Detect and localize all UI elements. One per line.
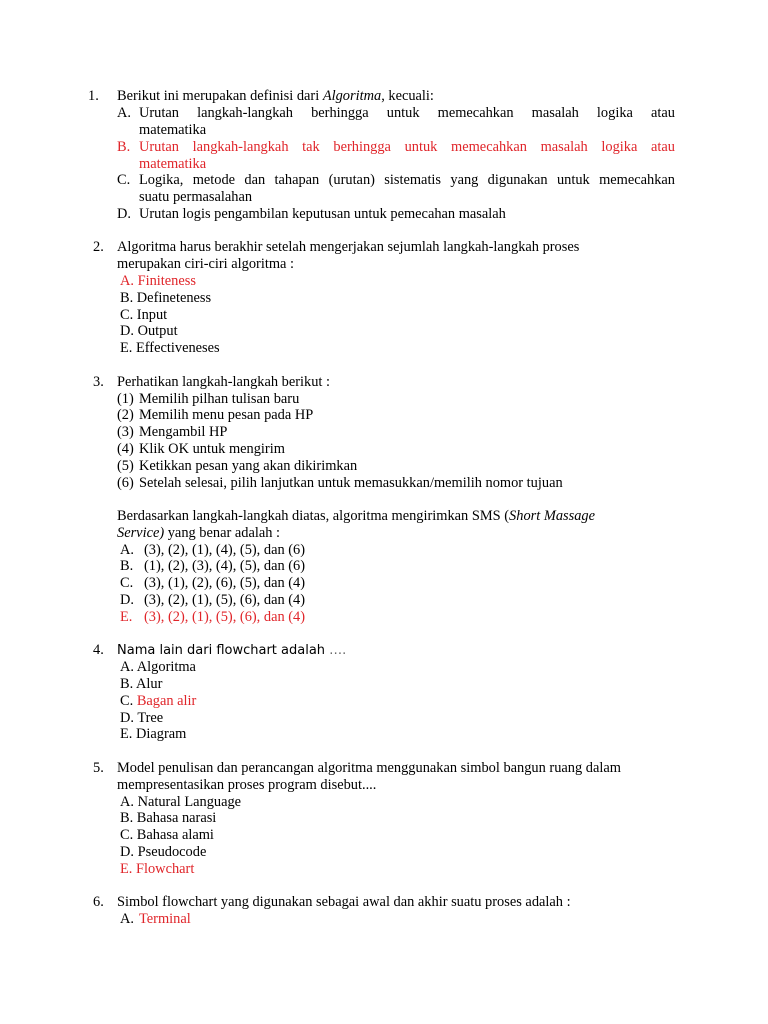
q2-option-a: A. Finiteness (120, 273, 196, 289)
q1-number: 1. (88, 88, 99, 104)
q3-step-2-num: (2) (117, 407, 134, 423)
q2-option-e: E. Effectiveneses (120, 340, 220, 356)
q6-number: 6. (93, 894, 104, 910)
q4-option-c: C. Bagan alir (120, 693, 197, 709)
q1-option-c-text: Logika, metode dan tahapan (urutan) sistematis yang digunakan untuk memecahkan (139, 172, 675, 188)
q2-number: 2. (93, 239, 104, 255)
q1-option-a-letter: A. (117, 105, 131, 121)
q5-number: 5. (93, 760, 104, 776)
q4-number: 4. (93, 642, 104, 658)
q3-option-b-letter: B. (120, 558, 134, 574)
q1-option-b-text: Urutan langkah-langkah tak berhingga untuk memecahkan masalah logika atau (139, 139, 675, 155)
q3-step-3-num: (3) (117, 424, 134, 440)
q3-option-e-letter: E. (120, 609, 133, 625)
q3-option-b-text: (1), (2), (3), (4), (5), dan (6) (144, 558, 306, 574)
q3-option-d-text: (3), (2), (1), (5), (6), dan (4) (144, 592, 306, 608)
q2-option-d: D. Output (120, 323, 178, 339)
q3-step-6-num: (6) (117, 475, 134, 491)
q5-option-c: C. Bahasa alami (120, 827, 214, 843)
q3-option-d-letter: D. (120, 592, 134, 608)
q4-option-a: A. Algoritma (120, 659, 196, 675)
q3-question: Berdasarkan langkah-langkah diatas, algoritma mengirimkan SMS (Short Massage (117, 508, 595, 524)
q4-option-b: B. Alur (120, 676, 163, 692)
q2-text: Algoritma harus berakhir setelah mengerjakan sejumlah langkah-langkah proses (117, 239, 580, 255)
q1-option-d-text: Urutan logis pengambilan keputusan untuk pemecahan masalah (139, 206, 506, 222)
q4-text: Nama lain dari flowchart adalah …. (117, 643, 347, 658)
q5-text: Model penulisan dan perancangan algoritma menggunakan simbol bangun ruang dalam (117, 760, 621, 776)
q3-step-4-text: Klik OK untuk mengirim (139, 441, 285, 457)
q1-option-b-letter: B. (117, 139, 131, 155)
q4-option-e: E. Diagram (120, 726, 187, 742)
q1-option-a-text-cont: matematika (139, 122, 207, 138)
q3-step-3-text: Mengambil HP (139, 424, 228, 440)
q3-step-5-num: (5) (117, 458, 134, 474)
q6-option-a-text: Terminal (139, 911, 191, 927)
q4-option-c-answer: Bagan alir (136, 693, 197, 709)
q6-option-a-letter: A. (120, 911, 134, 927)
q3-step-5-text: Ketikkan pesan yang akan dikirimkan (139, 458, 358, 474)
q6-text: Simbol flowchart yang digunakan sebagai awal dan akhir suatu proses adalah : (117, 894, 571, 910)
q2-text-cont: merupakan ciri-ciri algoritma : (117, 256, 295, 272)
q4-option-d: D. Tree (120, 710, 164, 726)
q4-dots: …. (329, 643, 347, 658)
q3-intro: Perhatikan langkah-langkah berikut : (117, 374, 330, 390)
q5-text-cont: mempresentasikan proses program disebut.... (117, 777, 377, 793)
q1-option-c-text-cont: suatu permasalahan (139, 189, 253, 205)
q1-option-a-text: Urutan langkah-langkah berhingga untuk memecahkan masalah logika atau (139, 105, 675, 121)
q3-step-2-text: Memilih menu pesan pada HP (139, 407, 314, 423)
q5-option-e: E. Flowchart (120, 861, 195, 877)
q5-option-b: B. Bahasa narasi (120, 810, 217, 826)
q3-question-cont: Service) yang benar adalah : (117, 525, 281, 541)
q1-text: Berikut ini merupakan definisi dari Algoritma, kecuali: (117, 88, 434, 104)
q1-option-d-letter: D. (117, 206, 131, 222)
q3-option-e-text: (3), (2), (1), (5), (6), dan (4) (144, 609, 306, 625)
q3-option-a-text: (3), (2), (1), (4), (5), dan (6) (144, 542, 306, 558)
q5-option-a: A. Natural Language (120, 794, 242, 810)
q3-option-a-letter: A. (120, 542, 134, 558)
q1-option-c-letter: C. (117, 172, 131, 188)
q3-step-1-num: (1) (117, 391, 134, 407)
q3-option-c-letter: C. (120, 575, 134, 591)
q5-option-d: D. Pseudocode (120, 844, 207, 860)
q1-option-b-text-cont: matematika (139, 156, 207, 172)
q2-option-c: C. Input (120, 307, 168, 323)
q2-option-b: B. Defineteness (120, 290, 212, 306)
q3-step-6-text: Setelah selesai, pilih lanjutkan untuk memasukkan/memilih nomor tujuan (139, 475, 563, 491)
q3-step-1-text: Memilih pilhan tulisan baru (139, 391, 300, 407)
q3-number: 3. (93, 374, 104, 390)
q3-step-4-num: (4) (117, 441, 134, 457)
q3-option-c-text: (3), (1), (2), (6), (5), dan (4) (144, 575, 306, 591)
